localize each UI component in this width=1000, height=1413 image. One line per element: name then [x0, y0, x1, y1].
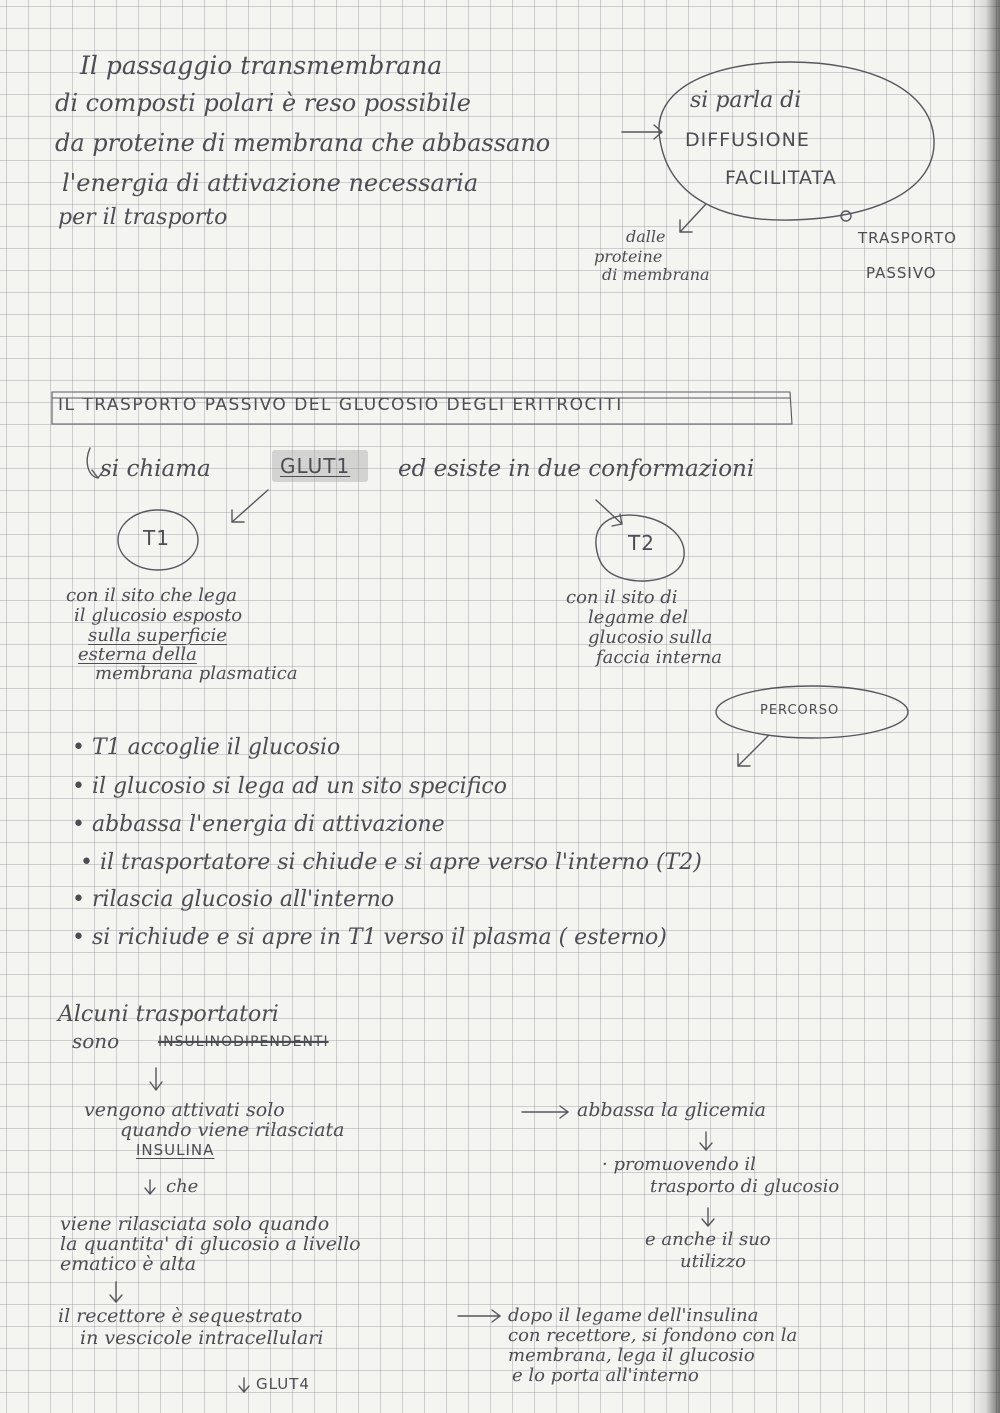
bubble-note-left: proteine: [594, 247, 663, 266]
activated-line: vengono attivati solo: [84, 1099, 285, 1121]
insulina-word: INSULINA: [136, 1141, 215, 1159]
binding-line: con recettore, si fondono con la: [508, 1325, 798, 1346]
arrow-down-4: [110, 1282, 122, 1302]
insulin-keyword: INSULINODIPENDENTI: [158, 1034, 329, 1050]
intro-line: l'energia di attivazione necessaria: [62, 169, 479, 197]
bubble-note-right: TRASPORTO: [858, 229, 957, 247]
t1-desc-line: membrana plasmatica: [95, 663, 298, 684]
t2-desc-line: legame del: [588, 607, 689, 628]
bubble-line: si parla di: [690, 88, 802, 113]
arrow-to-t1: [232, 490, 268, 522]
t1-desc-line: esterna della: [78, 644, 197, 665]
t1-desc-line: il glucosio esposto: [74, 605, 243, 626]
glut-name: GLUT1: [280, 454, 351, 478]
usage-line: e anche il suo: [645, 1229, 771, 1250]
step-item: • il glucosio si lega ad un sito specifico: [72, 774, 507, 799]
released-line: ematico è alta: [60, 1253, 197, 1275]
insulin-head: Alcuni trasportatori: [58, 1002, 279, 1027]
bubble-line: DIFFUSIONE: [685, 129, 810, 151]
promote-line: trasporto di glucosio: [650, 1176, 840, 1197]
t2-desc-line: glucosio sulla: [588, 627, 713, 648]
receptor-line: il recettore è sequestrato: [58, 1305, 303, 1327]
step-item: • si richiude e si apre in T1 verso il plasma ( esterno): [72, 925, 667, 950]
t1-desc-line: con il sito che lega: [66, 585, 237, 606]
step-item: • T1 accoglie il glucosio: [72, 735, 341, 760]
binding-line: dopo il legame dell'insulina: [508, 1305, 759, 1326]
arrow-intro-to-bubble: [622, 125, 662, 139]
che-arrow: [145, 1180, 155, 1194]
step-item: • il trasportatore si chiude e si apre verso l'interno (T2): [80, 850, 702, 875]
bubble-note-left: dalle: [626, 227, 666, 246]
notebook-page-edge: [968, 0, 1000, 1413]
bubble-note-right: PASSIVO: [866, 264, 937, 282]
t2-desc-line: faccia interna: [596, 647, 722, 668]
binding-line: membrana, lega il glucosio: [508, 1345, 755, 1366]
t1-label: T1: [143, 526, 170, 550]
glut4-arrow: [239, 1378, 249, 1392]
glut-prefix: si chiama: [100, 456, 211, 482]
bubble-line: FACILITATA: [725, 167, 837, 189]
released-line: viene rilasciata solo quando: [60, 1213, 330, 1235]
intro-line: per il trasporto: [58, 205, 228, 230]
t2-label: T2: [628, 531, 655, 555]
arrow-to-binding: [458, 1310, 500, 1322]
intro-line: da proteine di membrana che abbassano: [55, 129, 551, 157]
glycemia-line: abbassa la glicemia: [577, 1099, 766, 1121]
arrow-down-1: [150, 1068, 162, 1090]
arrow-bubble-to-proteins: [680, 204, 706, 232]
arrow-percorso: [738, 736, 768, 766]
bubble-note-left: di membrana: [602, 265, 710, 284]
arrow-to-t2: [596, 500, 622, 526]
released-line: la quantita' di glucosio a livello: [60, 1233, 361, 1255]
t2-desc-line: con il sito di: [566, 587, 678, 608]
glut4-label: GLUT4: [256, 1375, 310, 1393]
bubble-small-circle: [841, 211, 851, 221]
step-item: • abbassa l'energia di attivazione: [72, 812, 445, 837]
promote-line: · promuovendo il: [602, 1154, 756, 1175]
che-word: che: [166, 1176, 199, 1197]
receptor-line: in vescicole intracellulari: [80, 1327, 324, 1349]
arrow-down-2: [700, 1132, 712, 1150]
activated-line: quando viene rilasciata: [120, 1119, 345, 1141]
step-item: • rilascia glucosio all'interno: [72, 887, 395, 912]
percorso-label: PERCORSO: [760, 703, 840, 718]
insulin-head: sono: [72, 1029, 120, 1053]
usage-line: utilizzo: [680, 1251, 746, 1272]
binding-line: e lo porta all'interno: [512, 1365, 699, 1386]
intro-line: Il passaggio transmembrana: [80, 51, 443, 80]
intro-line: di composti polari è reso possibile: [55, 89, 471, 117]
glut-suffix: ed esiste in due conformazioni: [398, 456, 755, 482]
t1-desc-line: sulla superficie: [88, 625, 227, 646]
section-title: IL TRASPORTO PASSIVO DEL GLUCOSIO DEGLI ERITROCITI: [58, 395, 623, 415]
arrow-to-glycemia: [522, 1106, 568, 1118]
arrow-down-3: [702, 1208, 714, 1226]
